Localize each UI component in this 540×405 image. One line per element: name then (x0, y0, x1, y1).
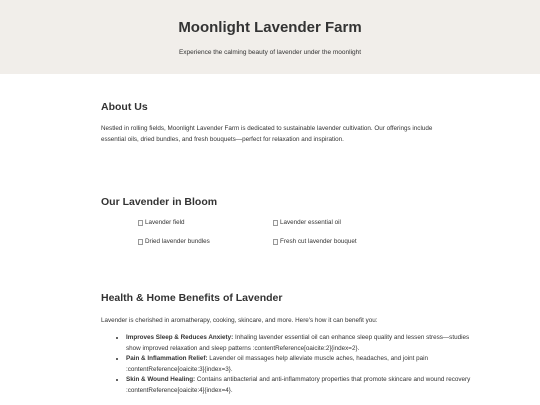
gallery-image-oil (273, 219, 341, 226)
broken-image-icon (273, 220, 278, 226)
benefit-title: Improves Sleep & Reduces Anxiety: (126, 334, 234, 341)
about-heading: About Us (101, 101, 148, 113)
benefits-list (101, 333, 471, 396)
about-text: Nestled in rolling fields, Moonlight Lavender Farm is dedicated to sustainable lavender cultivation. Our offerings include essential oils, dried bundles, and fresh bouquets—perfect for relaxation and inspiration. (101, 125, 433, 143)
broken-image-icon (273, 239, 278, 245)
benefit-title: Pain & Inflammation Relief: (126, 355, 208, 362)
gallery-image-field (138, 219, 185, 226)
benefit-text: Contains antibacterial and anti-inflammatory properties that promote skincare and wound recovery :contentReference[oaicite:4]{index=4}. (126, 376, 471, 394)
gallery-image-bouquet (273, 238, 357, 245)
broken-image-icon (138, 239, 143, 245)
benefit-text: Inhaling lavender essential oil can enhance sleep quality and lessen stress—studies show improved relaxation and sleep patterns :contentReference[oaicite:2]{index=2}. (126, 334, 470, 352)
benefit-text: Lavender oil massages help alleviate muscle aches, headaches, and joint pain :contentReference[oaicite:3]{index=3}. (126, 355, 429, 373)
gallery-image-bundles (138, 238, 210, 245)
page-title: Moonlight Lavender Farm (178, 19, 362, 36)
benefits-heading: Health & Home Benefits of Lavender (101, 292, 283, 304)
site-header (0, 0, 540, 74)
benefit-title: Skin & Wound Healing: (126, 376, 196, 383)
image-alt-text: Dried lavender bundles (145, 238, 210, 245)
list-item (126, 333, 471, 354)
list-item (126, 354, 471, 375)
image-alt-text: Fresh cut lavender bouquet (280, 238, 357, 245)
tagline: Experience the calming beauty of lavender under the moonlight (178, 49, 362, 56)
broken-image-icon (138, 220, 143, 226)
image-alt-text: Lavender essential oil (280, 219, 341, 226)
gallery-heading: Our Lavender in Bloom (101, 196, 218, 208)
benefits-intro: Lavender is cherished in aromatherapy, cooking, skincare, and more. Here's how it can benefit you: (101, 317, 378, 324)
list-item (126, 375, 471, 396)
image-alt-text: Lavender field (145, 219, 185, 226)
